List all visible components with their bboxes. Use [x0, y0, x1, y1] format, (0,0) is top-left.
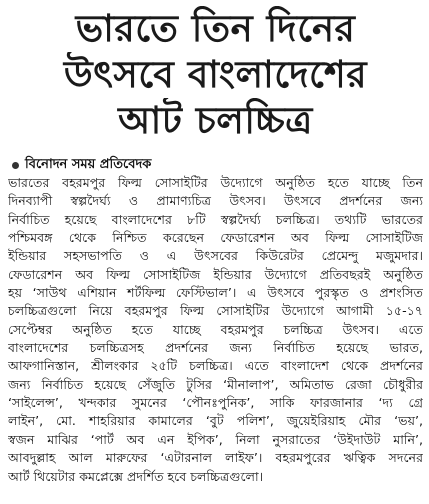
body-line: লাইন’, মো. শাহরিয়ার কামালের ‘বুট পলিশ’, জুয়েইরিয়াহ মৌর ‘ভয়’, — [8, 413, 423, 429]
body-line: ইন্ডিয়ার সহসভাপতি ও এ উৎসবের কিউরেটর প্রেমেন্দু মজুমদার। — [8, 248, 423, 264]
body-line: হয় ‘সাউথ এশিয়ান শর্টফিল্ম ফেস্টিভাল’। এ উৎসবে পুরস্কৃত ও প্রশংসিত — [8, 285, 423, 301]
article-headline — [8, 6, 423, 144]
article-body — [8, 174, 423, 486]
body-line: পশ্চিমবঙ্গ থেকে নিশ্চিত করেছেন ফেডারেশন অব ফিল্ম সোসাইটিজ — [8, 230, 423, 246]
body-line: জন্য নির্বাচিত হয়েছে সেঁজুতি টুসির ‘মীনালাপ’, অমিতাভ রেজা চৌধুরীর — [8, 376, 423, 392]
headline-line: ভারতে তিন দিনের — [75, 7, 356, 50]
body-line: ফেডারেশন অব ফিল্ম সোসাইটিজ ইন্ডিয়ার উদ্যোগে প্রতিবছরই অনুষ্ঠিত — [8, 266, 423, 282]
body-line: ‘সাইলেন্স’, খন্দকার সুমনের ‘পৌনঃপুনিক’, সাকি ফারজানার ‘দ্য গ্রে — [8, 395, 423, 411]
byline-text: বিনোদন সময় প্রতিবেদক — [25, 157, 152, 172]
body-line: চলচ্চিত্রগুলো নিয়ে বহরমপুর ফিল্ম সোসাইটির উদ্যোগে আগামী ১৫-১৭ — [8, 303, 423, 319]
headline-line: আট চলচ্চিত্র — [118, 99, 313, 142]
body-line: নির্বাচিত হয়েছে বাংলাদেশের ৮টি স্বল্পদৈর্ঘ্য চলচ্চিত্র। তথ্যটি ভারতের — [8, 211, 423, 227]
body-line: স্বজন মাঝির ‘পার্ট অব এন ইপিক’, নিলা নুসরাতের ‘উইদাউট মানি’, — [8, 431, 423, 447]
body-line: দিনব্যাপী স্বল্পদৈর্ঘ্য ও প্রামাণ্যচিত্র উৎসব। উৎসবে প্রদর্শনের জন্য — [8, 193, 423, 209]
body-line: ভারতের বহরমপুর ফিল্ম সোসাইটির উদ্যোগে অনুষ্ঠিত হতে যাচ্ছে তিন — [8, 175, 423, 190]
body-line: আফগানিস্তান, শ্রীলংকার ২৫টি চলচ্চিত্র। এতে বাংলাদেশ থেকে প্রদর্শনের — [8, 358, 423, 374]
body-line: আর্ট থিয়েটার কমপ্লেক্সে প্রদর্শিত হবে চলচ্চিত্রগুলো। — [8, 468, 264, 484]
bullet-icon — [12, 162, 19, 169]
byline — [8, 156, 423, 174]
body-line: আবদুল্লাহ আল মারুফের ‘এটারনাল লাইফ’। বহরমপুরের ঋত্বিক সদনের — [8, 450, 423, 466]
body-line: সেপ্টেম্বর অনুষ্ঠিত হতে যাচ্ছে বহরমপুর চলচ্চিত্র উৎসব। এতে — [8, 321, 423, 337]
body-line: বাংলাদেশের চলচ্চিত্রসহ প্রদর্শনের জন্য নির্বাচিত হয়েছে ভারত, — [8, 340, 423, 356]
headline-line: উৎসবে বাংলাদেশের — [63, 53, 368, 96]
